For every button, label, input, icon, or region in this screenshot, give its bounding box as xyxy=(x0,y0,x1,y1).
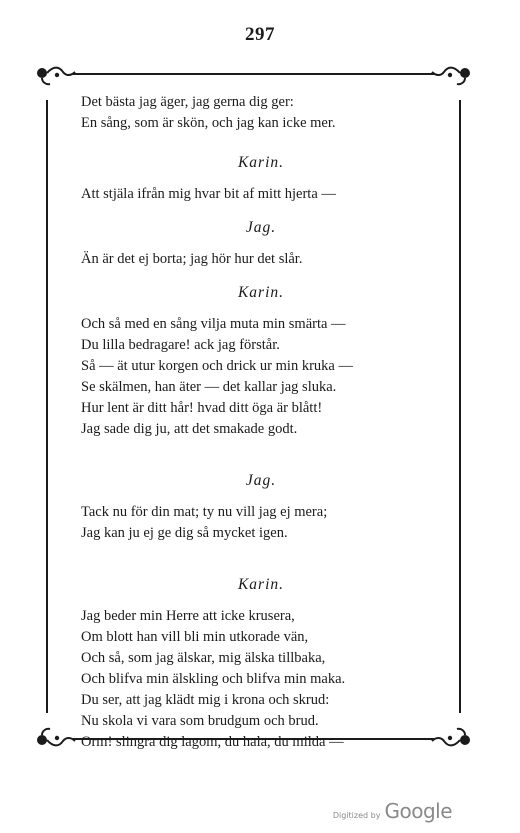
verse-line: Hur lent är ditt hår! hvad ditt öga är blått! xyxy=(81,400,323,416)
verse-line: En sång, som är skön, och jag kan icke mer. xyxy=(81,115,336,131)
verse-line: Jag beder min Herre att icke krusera, xyxy=(81,608,295,624)
border-top-line xyxy=(73,73,434,75)
verse-line: Att stjäla ifrån mig hvar bit af mitt hjerta — xyxy=(81,186,336,202)
speaker-name: Karin. xyxy=(237,284,285,301)
stanza xyxy=(81,92,451,134)
page-number: 297 xyxy=(245,24,275,45)
corner-ornament-icon xyxy=(35,64,77,86)
speaker-name: Jag. xyxy=(245,219,277,236)
corner-ornament-icon xyxy=(35,727,77,749)
verse-line: Du lilla bedragare! ack jag förstår. xyxy=(81,337,280,353)
verse-line: Så — ät utur korgen och drick ur min kruka — xyxy=(81,358,353,374)
verse-line: Orm! slingra dig lagom, du hala, du milda — xyxy=(81,734,344,750)
speaker-name: Jag. xyxy=(245,472,277,489)
verse-line: Och så med en sång vilja muta min smärta — xyxy=(81,316,346,332)
verse-line: Du ser, att jag klädt mig i krona och skrud: xyxy=(81,692,330,708)
verse-line: Om blott han vill bli min utkorade vän, xyxy=(81,629,309,645)
stanza xyxy=(81,606,451,753)
speaker-name: Karin. xyxy=(237,576,285,593)
corner-ornament-icon xyxy=(430,64,472,86)
verse-line: Än är det ej borta; jag hör hur det slår. xyxy=(81,251,303,267)
google-watermark xyxy=(333,799,452,823)
poem-text xyxy=(81,92,451,753)
verse-line: Det bästa jag äger, jag gerna dig ger: xyxy=(81,94,294,110)
border-right-line xyxy=(459,100,461,713)
verse-line: Jag kan ju ej ge dig så mycket igen. xyxy=(81,525,288,541)
stanza xyxy=(81,249,451,270)
verse-line: Tack nu för din mat; ty nu vill jag ej mera; xyxy=(81,504,328,520)
verse-line: Nu skola vi vara som brudgum och brud. xyxy=(81,713,319,729)
verse-line: Se skälmen, han äter — det kallar jag sluka. xyxy=(81,379,337,395)
stanza xyxy=(81,502,451,544)
stanza xyxy=(81,314,451,440)
border-left-line xyxy=(46,100,48,713)
verse-line: Och blifva min älskling och blifva min maka. xyxy=(81,671,346,687)
watermark-prefix: Digitized by xyxy=(332,811,381,820)
speaker-name: Karin. xyxy=(237,154,285,171)
verse-line: Och så, som jag älskar, mig älska tillbaka, xyxy=(81,650,326,666)
verse-line: Jag sade dig ju, att det smakade godt. xyxy=(81,421,298,437)
stanza xyxy=(81,184,451,205)
google-logo: Google xyxy=(384,799,452,823)
